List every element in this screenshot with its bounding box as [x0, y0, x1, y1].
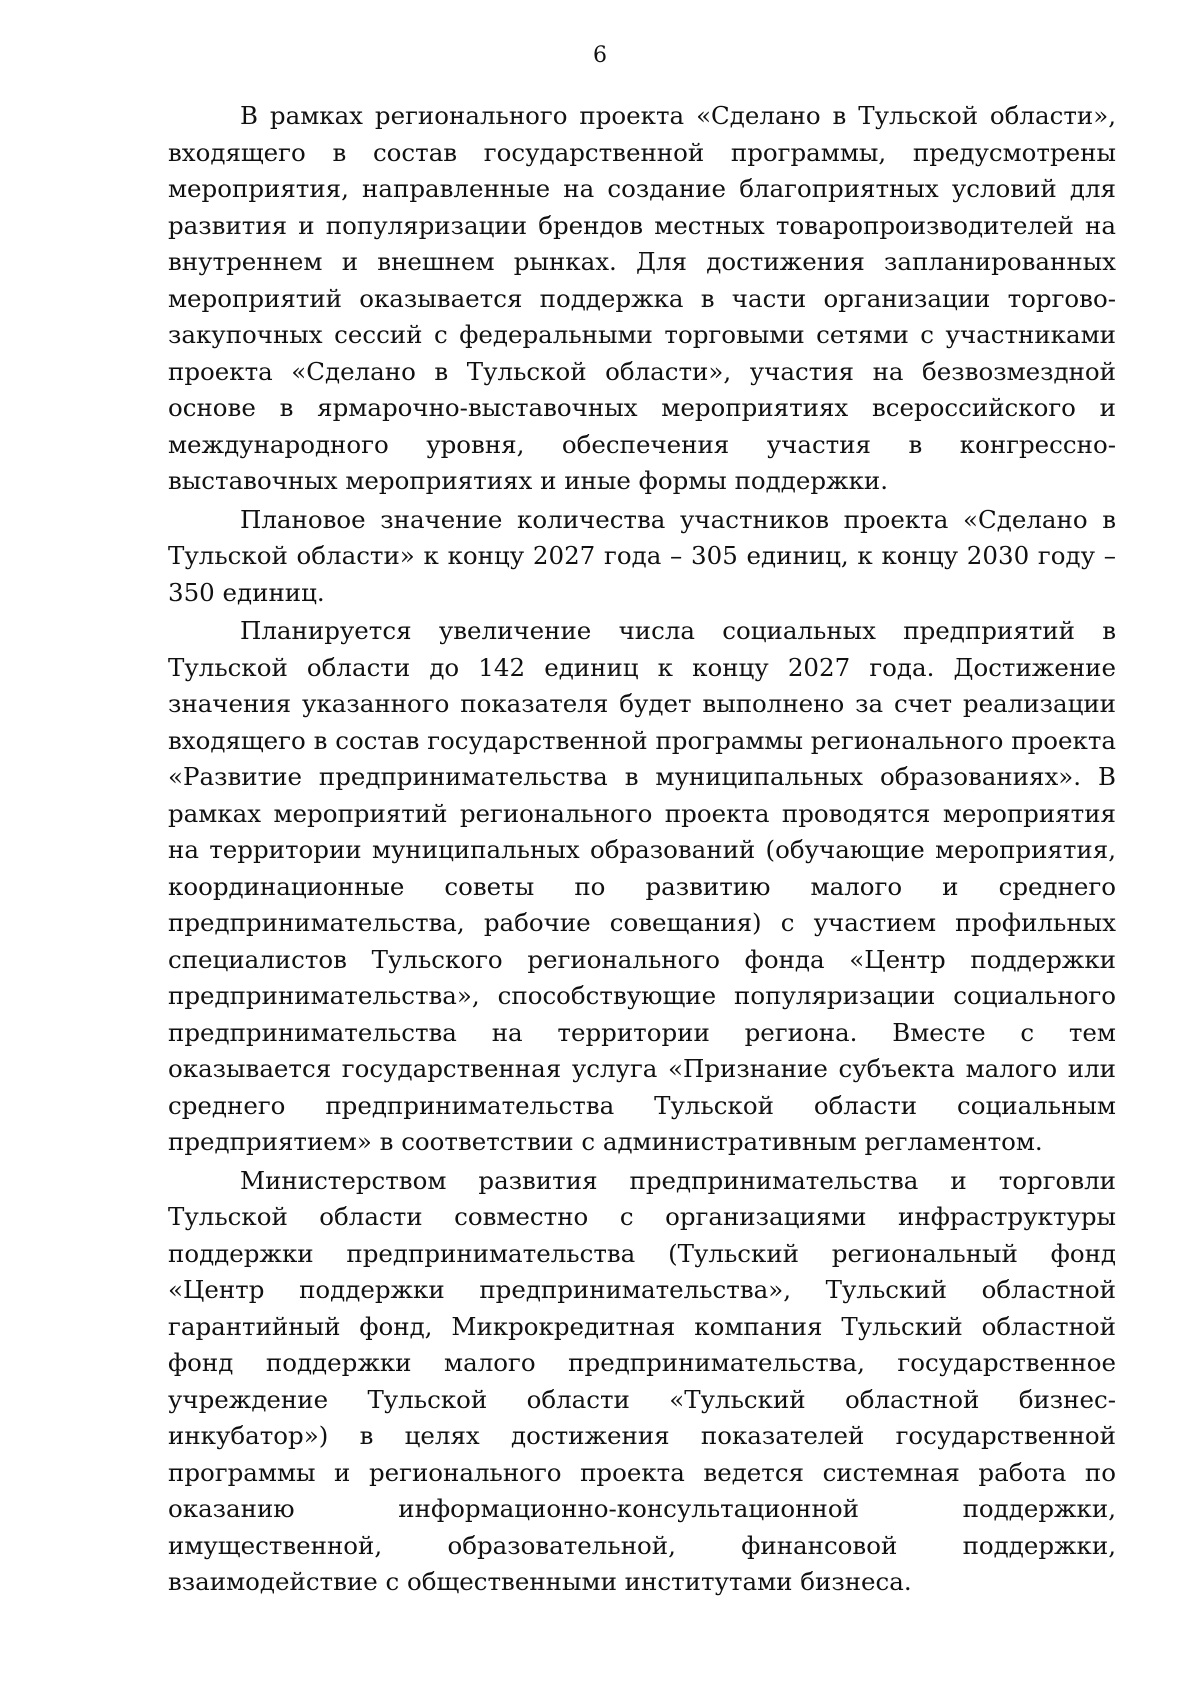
paragraph-social-enterprises: Планируется увеличение числа социальных предприятий в Тульской области до 142 единиц к концу 2027 года. Достижение значения указанного показателя будет выполнено за счет реализации входящего в состав государственной программы регионального проекта «Развитие предпринимательства в муниципальных образованиях». В рамках мероприятий регионального проекта проводятся мероприятия на территории муниципальных образований (обучающие мероприятия, координационные советы по развитию малого и среднего предпринимательства, рабочие совещания) с участием профильных специалистов Тульского регионального фонда «Центр поддержки предпринимательства», способствующие популяризации социального предпринимательства на территории региона. Вместе с тем оказывается государственная услуга «Признание субъекта малого или среднего предпринимательства Тульской области социальным предприятием» в соответствии с административным регламентом.: [168, 616, 1116, 1156]
document-body: [168, 98, 1116, 1601]
page-number: 6: [593, 43, 607, 68]
paragraph-ministry-support: Министерством развития предпринимательства и торговли Тульской области совместно с организациями инфраструктуры поддержки предпринимательства (Тульский региональный фонд «Центр поддержки предпринимательства», Тульский областной гарантийный фонд, Микрокредитная компания Тульский областной фонд поддержки малого предпринимательства, государственное учреждение Тульской области «Тульский областной бизнес-инкубатор») в целях достижения показателей государственной программы и регионального проекта ведется системная работа по оказанию информационно-консультационной поддержки, имущественной, образовательной, финансовой поддержки, взаимодействие с общественными институтами бизнеса.: [168, 1165, 1116, 1596]
paragraph-made-in-tula-project: В рамках регионального проекта «Сделано в Тульской области», входящего в состав государственной программы, предусмотрены мероприятия, направленные на создание благоприятных условий для развития и популяризации брендов местных товаропроизводителей на внутреннем и внешнем рынках. Для достижения запланированных мероприятий оказывается поддержка в части организации торгово-закупочных сессий с федеральными торговыми сетями с участниками проекта «Сделано в Тульской области», участия на безвозмездной основе в ярмарочно-выставочных мероприятиях всероссийского и международного уровня, обеспечения участия в конгрессно-выставочных мероприятиях и иные формы поддержки.: [168, 101, 1116, 495]
paragraph-planned-participants: Плановое значение количества участников проекта «Сделано в Тульской области» к концу 2027 года – 305 единиц, к концу 2030 году – 350 единиц.: [168, 504, 1116, 607]
